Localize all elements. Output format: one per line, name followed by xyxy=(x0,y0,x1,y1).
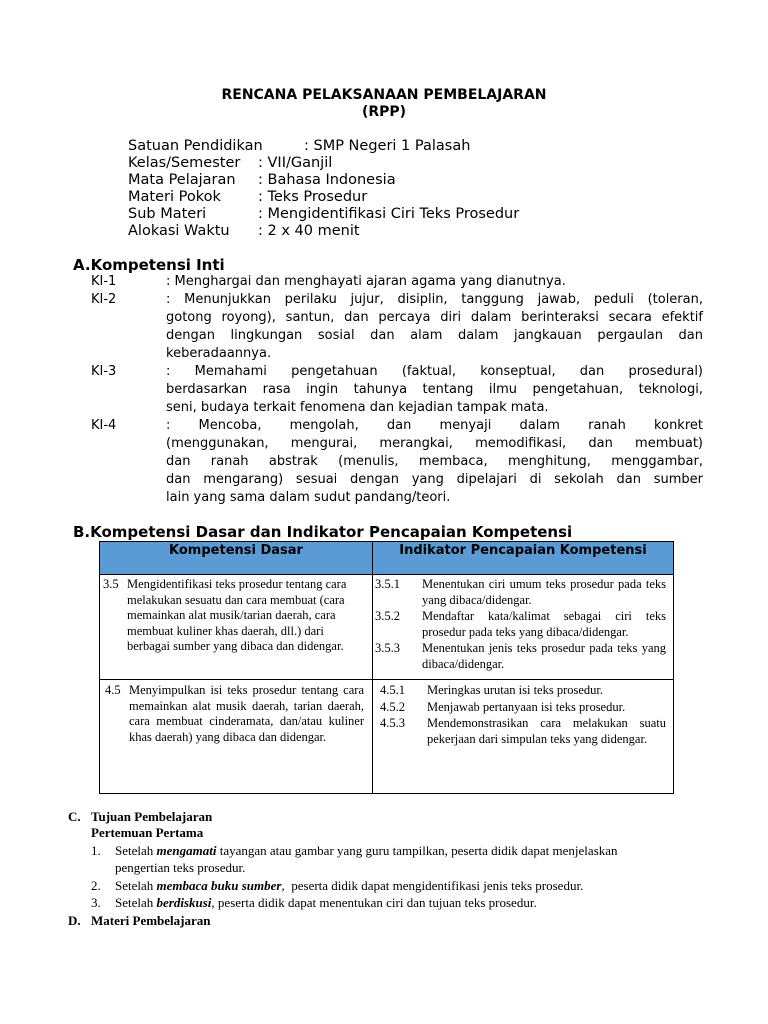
ki-line: (menggunakan, mengurai, merangkai, memodifikasi, dan membuat) xyxy=(166,436,703,451)
indicator-number: 3.5.3 xyxy=(375,641,400,655)
section-d-letter: D. xyxy=(68,913,81,928)
objective-post: tayangan atau gambar yang guru tampilkan, peserta didik dapat menjelaskan xyxy=(216,843,618,858)
indicator-number: 4.5.3 xyxy=(380,716,405,730)
kd-text xyxy=(105,683,364,745)
objective-post: , peserta didik dapat menentukan ciri dan tujuan teks prosedur. xyxy=(211,895,537,910)
indicator-item xyxy=(380,716,666,747)
indicator-text: Menjawab pertanyaan isi teks prosedur. xyxy=(427,699,626,714)
objective-text xyxy=(115,843,715,859)
identity-label: Materi Pokok xyxy=(128,189,221,205)
ki-line: lain yang sama dalam sudut pandang/teori. xyxy=(166,490,451,505)
kd-cell xyxy=(100,575,373,680)
objective-cont-text: pengertian teks prosedur. xyxy=(115,860,246,875)
objective-post: , peserta didik dapat mengidentifikasi jenis teks prosedur. xyxy=(281,878,584,893)
indicator-cell xyxy=(373,575,674,680)
ki-code: KI-1 xyxy=(91,274,117,289)
objective-pre: Setelah xyxy=(115,895,157,910)
kd-number: 3.5 xyxy=(103,577,119,591)
objective-number: 3. xyxy=(91,895,101,910)
table-row xyxy=(100,575,674,680)
indicator-item xyxy=(375,641,666,672)
identity-label: Alokasi Waktu xyxy=(128,223,230,239)
ki-line: seni, budaya terkait fenomena dan kejadian tampak mata. xyxy=(166,400,549,415)
identity-value: : VII/Ganjil xyxy=(258,155,333,171)
ki-code: KI-4 xyxy=(91,418,117,433)
objective-emphasis: mengamati xyxy=(156,843,217,858)
ki-line: : Memahami pengetahuan (faktual, konseptual, dan prosedural) xyxy=(166,364,703,379)
table-header-ipk: Indikator Pencapaian Kompetensi xyxy=(373,542,674,575)
table-row xyxy=(100,680,674,794)
identity-label: Sub Materi xyxy=(128,206,207,222)
table-header-kd: Kompetensi Dasar xyxy=(100,542,373,575)
kd-block xyxy=(100,575,372,655)
ki-line: : Menunjukkan perilaku jujur, disiplin, tanggung jawab, peduli (toleran, xyxy=(166,292,703,307)
indicator-text: Menentukan jenis teks prosedur pada teks yang dibaca/didengar. xyxy=(422,641,666,671)
ki-line: dengan lingkungan sosial dan alam dalam jangkauan pergaulan dan xyxy=(166,328,703,343)
indicator-text: Mendaftar kata/kalimat sebagai ciri teks prosedur pada teks yang dibaca/didengar. xyxy=(422,609,666,639)
kd-block xyxy=(100,680,372,745)
document-subtitle: (RPP) xyxy=(361,104,407,120)
meeting-title: Pertemuan Pertama xyxy=(91,825,204,840)
identity-label: Kelas/Semester xyxy=(128,155,241,171)
indicator-item xyxy=(375,609,666,640)
objective-pre: Setelah xyxy=(115,878,157,893)
ki-line: : Mencoba, mengolah, dan menyaji dalam ranah konkret xyxy=(166,418,703,433)
ki-code: KI-3 xyxy=(91,364,117,379)
section-b-title: B.Kompetensi Dasar dan Indikator Pencapaian Kompetensi xyxy=(73,523,573,541)
kd-description: Mengidentifikasi teks prosedur tentang cara melakukan sesuatu dan cara membuat (cara memainkan alat musik/tarian daerah, cara membuat kuliner khas daerah, dll.) dari berbagai sumber yang dibaca dan didengar. xyxy=(127,577,347,653)
ki-line: gotong royong), santun, dan percaya diri dalam berinteraksi secara efektif xyxy=(166,310,703,325)
ki-line: dan mengarang) sesuai dengan yang dipelajari di sekolah dan sumber xyxy=(166,472,703,487)
indicator-list xyxy=(373,680,673,747)
indicator-list xyxy=(373,575,673,672)
objective-text xyxy=(115,895,715,911)
identity-value: : Mengidentifikasi Ciri Teks Prosedur xyxy=(258,206,520,222)
indicator-number: 3.5.2 xyxy=(375,609,400,623)
ki-code: KI-2 xyxy=(91,292,117,307)
section-c-letter: C. xyxy=(68,809,81,824)
indicator-number: 3.5.1 xyxy=(375,577,400,591)
ki-line: keberadaannya. xyxy=(166,346,272,361)
indicator-text: Menentukan ciri umum teks prosedur pada teks yang dibaca/didengar. xyxy=(422,577,666,607)
ki-line: dan ranah abstrak (menulis, membaca, menghitung, menggambar, xyxy=(166,454,703,469)
objective-emphasis: berdiskusi xyxy=(156,895,212,910)
identity-value: : 2 x 40 menit xyxy=(258,223,360,239)
competency-table xyxy=(99,541,674,794)
objective-pre: Setelah xyxy=(115,843,157,858)
objective-text xyxy=(115,878,715,894)
indicator-text: Mendemonstrasikan cara melakukan suatu pekerjaan dari simpulan teks yang didengar. xyxy=(427,716,666,746)
objective-number: 1. xyxy=(91,843,101,858)
objective-number: 2. xyxy=(91,878,101,893)
table-header-row xyxy=(100,542,674,575)
section-a-title: A.Kompetensi Inti xyxy=(73,256,225,274)
section-d-title: Materi Pembelajaran xyxy=(91,913,211,928)
ki-line: berdasarkan rasa ingin tahunya tentang ilmu pengetahuan, teknologi, xyxy=(166,382,703,397)
indicator-cell xyxy=(373,680,674,794)
indicator-item xyxy=(375,577,666,608)
identity-label: Mata Pelajaran xyxy=(128,172,236,188)
objective-emphasis: membaca buku sumber xyxy=(156,878,282,893)
indicator-text: Meringkas urutan isi teks prosedur. xyxy=(427,683,604,697)
identity-value: : Bahasa Indonesia xyxy=(258,172,396,188)
kd-cell xyxy=(100,680,373,794)
kd-text xyxy=(103,577,364,655)
identity-label: Satuan Pendidikan xyxy=(128,138,263,154)
document-title: RENCANA PELAKSANAAN PEMBELAJARAN xyxy=(221,87,547,103)
kd-description: Menyimpulkan isi teks prosedur tentang cara memainkan alat musik daerah, tarian daerah, cara membuat cinderamata, dan/atau kuliner khas daerah) yang dibaca dan didengar. xyxy=(129,683,364,744)
identity-value: : SMP Negeri 1 Palasah xyxy=(304,138,471,154)
indicator-number: 4.5.1 xyxy=(380,683,405,697)
indicator-number: 4.5.2 xyxy=(380,699,405,714)
ki-line: : Menghargai dan menghayati ajaran agama yang dianutnya. xyxy=(166,274,566,289)
identity-value: : Teks Prosedur xyxy=(258,189,368,205)
kd-number: 4.5 xyxy=(105,683,121,697)
indicator-item xyxy=(380,700,666,716)
section-c-title: Tujuan Pembelajaran xyxy=(91,809,213,824)
indicator-item xyxy=(380,683,666,699)
